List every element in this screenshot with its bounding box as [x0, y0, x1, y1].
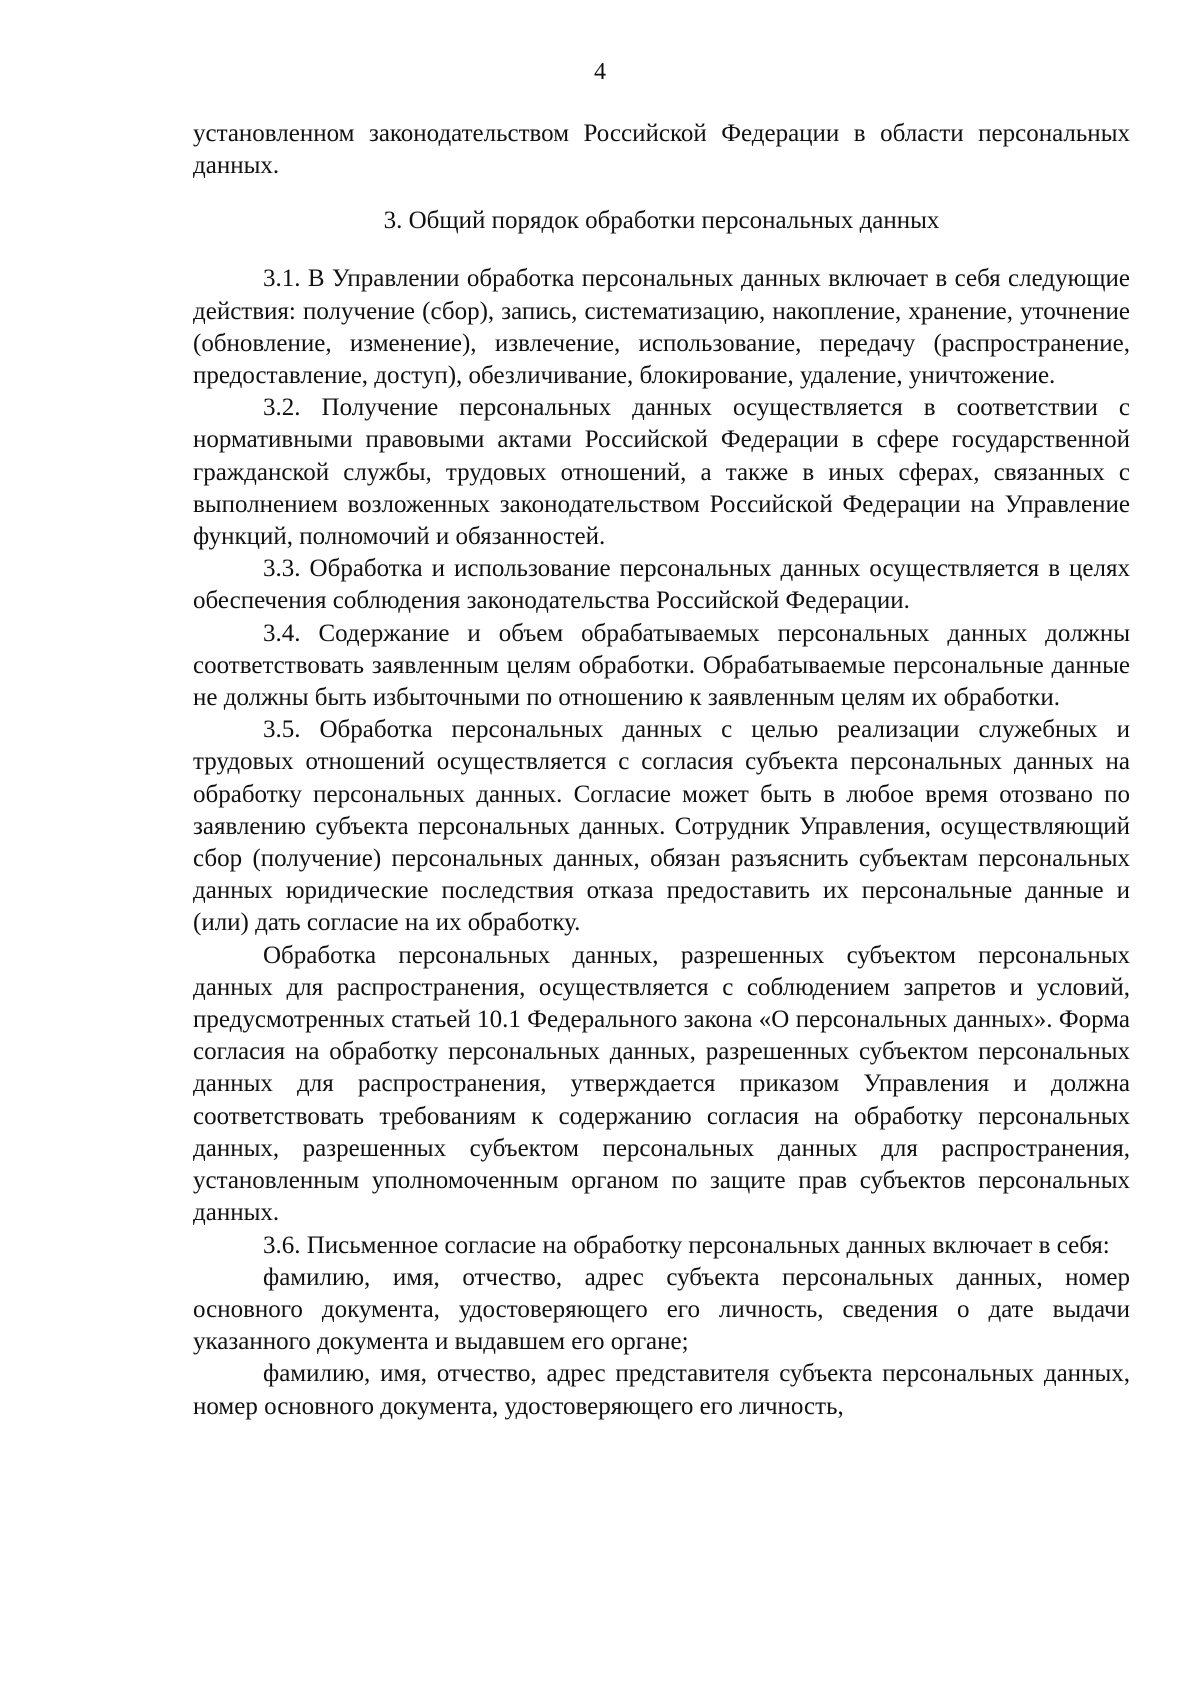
paragraph-3-2: 3.2. Получение персональных данных осуществляется в соответствии с нормативными правовыми актами Российской Федерации в сфере государственной гражданской службы, трудовых отношений, а также в иных сферах, связанных с выполнением возложенных законодательством Российской Федерации на Управление функций, полномочий и обязанностей. — [193, 394, 1130, 551]
paragraph-3-4: 3.4. Содержание и объем обрабатываемых персональных данных должны соответствовать заявленным целям обработки. Обрабатываемые персональные данные не должны быть избыточными по отношению к заявленным целям их обработки. — [193, 619, 1130, 712]
section-heading: 3. Общий порядок обработки персональных данных — [383, 207, 940, 235]
paragraph-3-6: 3.6. Письменное согласие на обработку персональных данных включает в себя: — [263, 1231, 1110, 1259]
paragraph-3-3: 3.3. Обработка и использование персональных данных осуществляется в целях обеспечения соблюдения законодательства Российской Федерации. — [193, 555, 1130, 615]
document-body — [193, 118, 1130, 1423]
list-item-subject-details: фамилию, имя, отчество, адрес субъекта персональных данных, номер основного документа, удостоверяющего его личность, сведения о дате выдачи указанного документа и выдавшем его органе; — [193, 1263, 1130, 1356]
paragraph-3-5: 3.5. Обработка персональных данных с целью реализации служебных и трудовых отношений осуществляется с согласия субъекта персональных данных на обработку персональных данных. Согласие может быть в любое время отозвано по заявлению субъекта персональных данных. Сотрудник Управления, осуществляющий сбор (получение) персональных данных, обязан разъяснить субъектам персональных данных юридические последствия отказа предоставить их персональные данные и (или) дать согласие на их обработку. — [193, 716, 1130, 937]
paragraph-3-5-distribution-consent: Обработка персональных данных, разрешенных субъектом персональных данных для распространения, осуществляется с соблюдением запретов и условий, предусмотренных статьей 10.1 Федерального закона «О персональных данных». Форма согласия на обработку персональных данных, разрешенных субъектом персональных данных для распространения, утверждается приказом Управления и должна соответствовать требованиям к содержанию согласия на обработку персональных данных, разрешенных субъектом персональных данных для распространения, установленным уполномоченным органом по защите прав субъектов персональных данных. — [193, 941, 1130, 1227]
paragraph-3-1: 3.1. В Управлении обработка персональных данных включает в себя следующие действия: получение (сбор), запись, систематизацию, накопление, хранение, уточнение (обновление, изменение), извлечение, использование, передачу (распространение, предоставление, доступ), обезличивание, блокирование, удаление, уничтожение. — [193, 265, 1130, 390]
page-number: 4 — [594, 59, 606, 85]
continuation-paragraph: установленном законодательством Российской Федерации в области персональных данных. — [193, 120, 1130, 180]
list-item-representative-details: фамилию, имя, отчество, адрес представителя субъекта персональных данных, номер основного документа, удостоверяющего его личность, — [193, 1360, 1130, 1420]
